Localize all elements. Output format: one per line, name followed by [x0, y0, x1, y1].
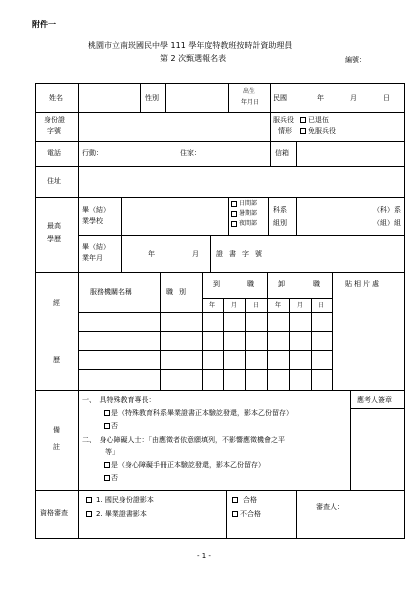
serial-number-label: 編號：: [345, 56, 366, 64]
served-checkbox[interactable]: [300, 117, 306, 123]
military-service-label-line1: 服兵役: [273, 116, 294, 124]
end-date-header: 卸: [278, 280, 285, 288]
start-day-header: 日: [253, 302, 260, 309]
organization-header: 服務機關名稱: [90, 288, 132, 296]
department-field[interactable]: [298, 199, 372, 233]
fail-checkbox[interactable]: [232, 511, 238, 517]
military-service-label-line2: 情形: [278, 127, 292, 135]
school-label-line1: 畢（結）: [82, 206, 110, 214]
experience-label-top: 經: [53, 299, 60, 307]
form-title: 桃園市立南崁國民中學 111 學年度特教班按時計資助理員: [88, 41, 293, 50]
applicant-signature-field[interactable]: [352, 410, 402, 488]
department-suffix: （科）系: [373, 206, 401, 214]
id-copy-checkbox[interactable]: [86, 497, 92, 503]
address-label: 住址: [47, 177, 61, 185]
id-number-field[interactable]: [80, 114, 268, 139]
disability-no-label: 否: [111, 474, 118, 482]
phone-label: 電話: [47, 149, 61, 157]
graduation-year-label: 年: [148, 250, 155, 258]
pass-checkbox[interactable]: [232, 497, 238, 503]
education-label-line1: 最高: [47, 222, 61, 230]
id-copy-label: 1. 國民身份證影本: [96, 496, 154, 504]
special-ed-no-checkbox[interactable]: [104, 423, 110, 429]
form-subtitle: 第 2 次甄選報名表: [160, 54, 227, 63]
summer-division-label: 暑期部: [239, 210, 258, 217]
notes-label-bottom: 註: [53, 443, 60, 451]
reviewer-label: 審查人：: [316, 503, 344, 511]
night-division-label: 夜間部: [239, 220, 258, 227]
special-ed-yes-checkbox[interactable]: [104, 410, 110, 416]
attachment-label: 附件一: [32, 20, 56, 29]
applicant-signature-label: 應考人簽章: [357, 396, 392, 404]
reviewer-field[interactable]: [346, 496, 402, 516]
graduation-label-line2: 業年月: [82, 254, 103, 262]
department-label-line2: 組別: [273, 219, 287, 227]
experience-row[interactable]: [80, 333, 330, 349]
start-month-header: 月: [231, 302, 238, 309]
exempt-checkbox[interactable]: [300, 128, 306, 134]
school-label-line2: 業學校: [82, 217, 103, 225]
special-ed-yes-label: 是（特殊教育科系畢業證書正本驗訖發還，影本乙份留存）: [111, 409, 293, 417]
dob-month-label: 月: [350, 94, 357, 102]
end-year-header: 年: [275, 302, 282, 309]
note-item2-text-line2: 等」: [105, 448, 119, 456]
experience-label-bottom: 歷: [53, 356, 60, 364]
gender-label: 性別: [145, 94, 159, 102]
education-label-line2: 學歷: [47, 235, 61, 243]
experience-row[interactable]: [80, 352, 330, 368]
disability-no-checkbox[interactable]: [104, 475, 110, 481]
mobile-label: 行動：: [82, 149, 103, 157]
start-year-header: 年: [209, 302, 216, 309]
photo-area-label: 貼相片處: [345, 280, 381, 288]
dob-label-line1: 出生: [243, 88, 256, 95]
start-date-header-suffix: 職: [247, 280, 254, 288]
graduation-label-line1: 畢（結）: [82, 243, 110, 251]
home-phone-label: 住家：: [180, 149, 201, 157]
certificate-number-field[interactable]: [280, 237, 402, 270]
end-day-header: 日: [318, 302, 325, 309]
pass-label: 合格: [243, 496, 257, 504]
name-label: 姓名: [49, 94, 63, 102]
start-date-header: 到: [213, 280, 220, 288]
disability-yes-label: 是（身心障礙手冊正本驗訖發還，影本乙份留存）: [111, 461, 265, 469]
graduation-month-label: 月: [192, 250, 199, 258]
note-item1-text: 一、 具特殊教育專長：: [82, 396, 156, 404]
dob-label-line2: 年月日: [241, 99, 260, 106]
notes-label-top: 備: [53, 426, 60, 434]
page-number: - 1 -: [197, 552, 211, 560]
day-division-label: 日間部: [239, 200, 258, 207]
group-suffix: （組）組: [373, 219, 401, 227]
exempt-label: 免服兵役: [308, 127, 336, 135]
end-month-header: 月: [297, 302, 304, 309]
diploma-copy-checkbox[interactable]: [86, 511, 92, 517]
photo-area[interactable]: [334, 292, 402, 388]
certificate-number-label: 證書字號: [216, 250, 268, 258]
disability-yes-checkbox[interactable]: [104, 462, 110, 468]
qualification-review-label: 資格審查: [40, 509, 68, 517]
id-number-label-line1: 身份證: [44, 116, 65, 124]
fail-label: 不合格: [240, 510, 261, 518]
diploma-copy-label: 2. 畢業證書影本: [96, 510, 147, 518]
experience-row[interactable]: [80, 314, 330, 330]
dob-year-label: 年: [317, 94, 324, 102]
experience-row[interactable]: [80, 371, 330, 388]
dob-day-label: 日: [383, 94, 390, 102]
special-ed-no-label: 否: [111, 422, 118, 430]
summer-division-checkbox[interactable]: [231, 211, 237, 217]
home-phone-field[interactable]: [206, 143, 268, 164]
school-field[interactable]: [123, 199, 226, 233]
night-division-checkbox[interactable]: [231, 221, 237, 227]
department-label-line1: 科系: [273, 206, 287, 214]
address-field[interactable]: [80, 168, 402, 195]
position-header: 職別: [166, 288, 192, 296]
end-date-header-suffix: 職: [313, 280, 320, 288]
dob-era-label: 民國: [273, 94, 287, 102]
mobile-field[interactable]: [106, 143, 176, 164]
name-field[interactable]: [80, 85, 138, 110]
note-item2-text-line1: 二、 身心障礙人士：「由應徵者依意願填列，不影響應徵機會之平: [82, 436, 285, 444]
email-field[interactable]: [298, 143, 402, 164]
email-label: 信箱: [275, 149, 289, 157]
id-number-label-line2: 字號: [47, 127, 61, 135]
served-label: 已退伍: [308, 116, 329, 124]
day-division-checkbox[interactable]: [231, 201, 237, 207]
gender-field[interactable]: [167, 85, 226, 110]
